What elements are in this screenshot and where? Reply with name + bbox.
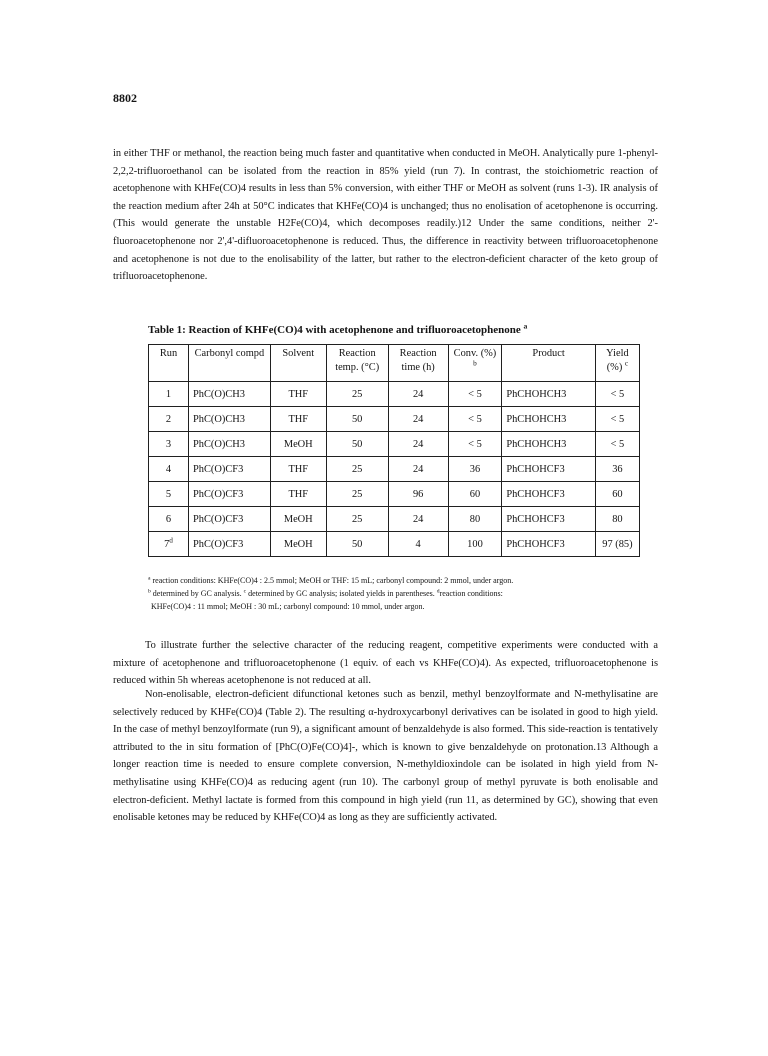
table-footnotes: [148, 574, 648, 613]
conv-cell: < 5: [448, 407, 502, 432]
yield-cell: < 5: [595, 382, 639, 407]
carbonyl-cell: PhC(O)CF3: [189, 457, 271, 482]
results-table: [148, 344, 640, 557]
table-caption-text: Table 1: Reaction of KHFe(CO)4 with acetophenone and trifluoroacetophenone: [148, 324, 521, 336]
conv-cell: 100: [448, 532, 502, 557]
run-mark: d: [169, 536, 173, 545]
temp-cell: 25: [326, 482, 388, 507]
header-temp: Reaction temp. (°C): [326, 345, 388, 382]
product-cell: PhCHOHCF3: [502, 482, 596, 507]
footnote-c-mark: c: [243, 588, 247, 595]
table-row: [149, 507, 640, 532]
run-number: 2: [165, 413, 172, 425]
yield-cell: 60: [595, 482, 639, 507]
solvent-cell: MeOH: [270, 532, 326, 557]
footnote-bcd: [148, 587, 648, 600]
header-solvent: Solvent: [270, 345, 326, 382]
paragraph-2: To illustrate further the selective character of the reducing reagent, competitive experiments were conducted with a mixture of acetophenone and trifluoroacetophenone (1 equiv. of each vs KHFe(CO)4). As expected, trifluoroacetophenone is reduced within 5h whereas acetophenone is not reduced at all.: [113, 640, 658, 687]
yield-cell: 80: [595, 507, 639, 532]
header-yield: [595, 345, 639, 382]
product-cell: PhCHOHCF3: [502, 507, 596, 532]
conv-cell: < 5: [448, 432, 502, 457]
solvent-cell: MeOH: [270, 507, 326, 532]
conv-cell: 60: [448, 482, 502, 507]
run-cell: [149, 432, 189, 457]
conv-cell: < 5: [448, 382, 502, 407]
conv-cell: 80: [448, 507, 502, 532]
time-cell: 24: [388, 407, 448, 432]
run-number: 6: [165, 513, 172, 525]
footnote-d-mark: d: [436, 588, 440, 595]
product-cell: PhCHOHCH3: [502, 407, 596, 432]
table-caption-mark: a: [523, 321, 528, 331]
paragraph-3: Non-enolisable, electron-deficient difunctional ketones such as benzil, methyl benzoylformate and N-methylisatine are selectively reduced by KHFe(CO)4 (Table 2). The resulting α-hydroxycarbonyl derivatives can be isolated in good to high yield. In the case of methyl benzoylformate (run 9), a significant amount of benzaldehyde is also formed. This side-reaction is tentatively attributed to the in situ formation of [PhC(O)Fe(CO)4]-, which is known to give benzaldehyde on protonation.13 Although a longer reaction time is needed to ensure complete conversion, N-methyldioxindole can be isolated in high yield from N-methylisatine using KHFe(CO)4 as reducing agent (run 10). The carbonyl group of methyl pyruvate is both enolisable and electron-deficient. Methyl lactate is formed from this compound in high yield (run 11, as determined by GC), showing that even enolisable ketones may be reduced by KHFe(CO)4 as long as they are sufficiently activated.: [113, 689, 658, 824]
run-cell: [149, 482, 189, 507]
carbonyl-cell: PhC(O)CF3: [189, 482, 271, 507]
run-number: 7: [164, 538, 170, 550]
product-cell: PhCHOHCH3: [502, 432, 596, 457]
solvent-cell: THF: [270, 482, 326, 507]
table-row: [149, 382, 640, 407]
footnote-d-text: reaction conditions:: [439, 589, 503, 598]
time-cell: 24: [388, 457, 448, 482]
conv-cell: 36: [448, 457, 502, 482]
time-cell: 24: [388, 382, 448, 407]
header-conv: [448, 345, 502, 382]
time-cell: 4: [388, 532, 448, 557]
footnote-a: [148, 574, 648, 587]
footnote-b-mark: b: [148, 588, 151, 595]
run-cell: [149, 507, 189, 532]
header-yield-mark: c: [624, 359, 629, 368]
footnote-a-text: reaction conditions: KHFe(CO)4 : 2.5 mmol; MeOH or THF: 15 mL; carbonyl compound: 2 mmol, under argon.: [152, 576, 514, 585]
header-carbonyl: Carbonyl compd: [189, 345, 271, 382]
yield-cell: < 5: [595, 407, 639, 432]
time-cell: 96: [388, 482, 448, 507]
temp-cell: 25: [326, 382, 388, 407]
header-product: Product: [502, 345, 596, 382]
footnote-a-mark: a: [148, 575, 151, 582]
run-cell: [149, 407, 189, 432]
yield-cell: 97 (85): [595, 532, 639, 557]
temp-cell: 50: [326, 432, 388, 457]
run-number: 1: [165, 388, 172, 400]
header-time: Reaction time (h): [388, 345, 448, 382]
yield-cell: 36: [595, 457, 639, 482]
header-run: Run: [149, 345, 189, 382]
page-number: 8802: [113, 91, 137, 105]
table-row: [149, 532, 640, 557]
carbonyl-cell: PhC(O)CH3: [189, 382, 271, 407]
run-cell: [149, 382, 189, 407]
product-cell: PhCHOHCH3: [502, 382, 596, 407]
solvent-cell: MeOH: [270, 432, 326, 457]
temp-cell: 50: [326, 407, 388, 432]
carbonyl-cell: PhC(O)CH3: [189, 407, 271, 432]
yield-cell: < 5: [595, 432, 639, 457]
paragraph-1: in either THF or methanol, the reaction being much faster and quantitative when conducted in MeOH. Analytically pure 1-phenyl-2,2,2-trifluoroethanol can be isolated from the reaction in 85% yield (run 7). In contrast, the stoichiometric reaction of acetophenone with KHFe(CO)4 results in less than 5% conversion, with either THF or MeOH as solvent (runs 1-3). IR analysis of the reaction medium after 24h at 50°C indicates that KHFe(CO)4 is unchanged; thus no enolisation of acetophenone is occurring. (This would generate the unstable H2Fe(CO)4, which decomposes readily.)12 Under the same conditions, neither 2'-fluoroacetophenone nor 2',4'-difluoroacetophenone is reduced. Thus, the difference in reactivity between trifluoroacetophenone and acetophenone is not due to the enolisability of the latter, but rather to the electron-deficient character of the keto group of trifluoroacetophenone.: [113, 148, 658, 283]
product-cell: PhCHOHCF3: [502, 532, 596, 557]
solvent-cell: THF: [270, 457, 326, 482]
table-row: [149, 482, 640, 507]
product-cell: PhCHOHCF3: [502, 457, 596, 482]
carbonyl-cell: PhC(O)CF3: [189, 507, 271, 532]
time-cell: 24: [388, 507, 448, 532]
table-row: [149, 407, 640, 432]
run-number: 5: [165, 488, 172, 500]
temp-cell: 50: [326, 532, 388, 557]
header-conv-mark: b: [473, 359, 477, 368]
carbonyl-cell: PhC(O)CH3: [189, 432, 271, 457]
temp-cell: 25: [326, 507, 388, 532]
run-number: 4: [165, 463, 172, 475]
run-number: 3: [165, 438, 172, 450]
time-cell: 24: [388, 432, 448, 457]
footnote-d-continued: KHFe(CO)4 : 11 mmol; MeOH : 30 mL; carbonyl compound: 10 mmol, under argon.: [151, 602, 425, 611]
run-cell: [149, 532, 189, 557]
table-header-row: [149, 345, 640, 382]
table-row: [149, 457, 640, 482]
header-conv-text: Conv. (%): [453, 348, 497, 359]
carbonyl-cell: PhC(O)CF3: [189, 532, 271, 557]
solvent-cell: THF: [270, 407, 326, 432]
header-yield-text: Yield (%): [606, 348, 629, 373]
table-caption: [148, 321, 528, 336]
footnote-b-text: determined by GC analysis.: [152, 589, 242, 598]
solvent-cell: THF: [270, 382, 326, 407]
run-cell: [149, 457, 189, 482]
footnote-c-text: determined by GC analysis; isolated yields in parentheses.: [248, 589, 435, 598]
table-row: [149, 432, 640, 457]
temp-cell: 25: [326, 457, 388, 482]
